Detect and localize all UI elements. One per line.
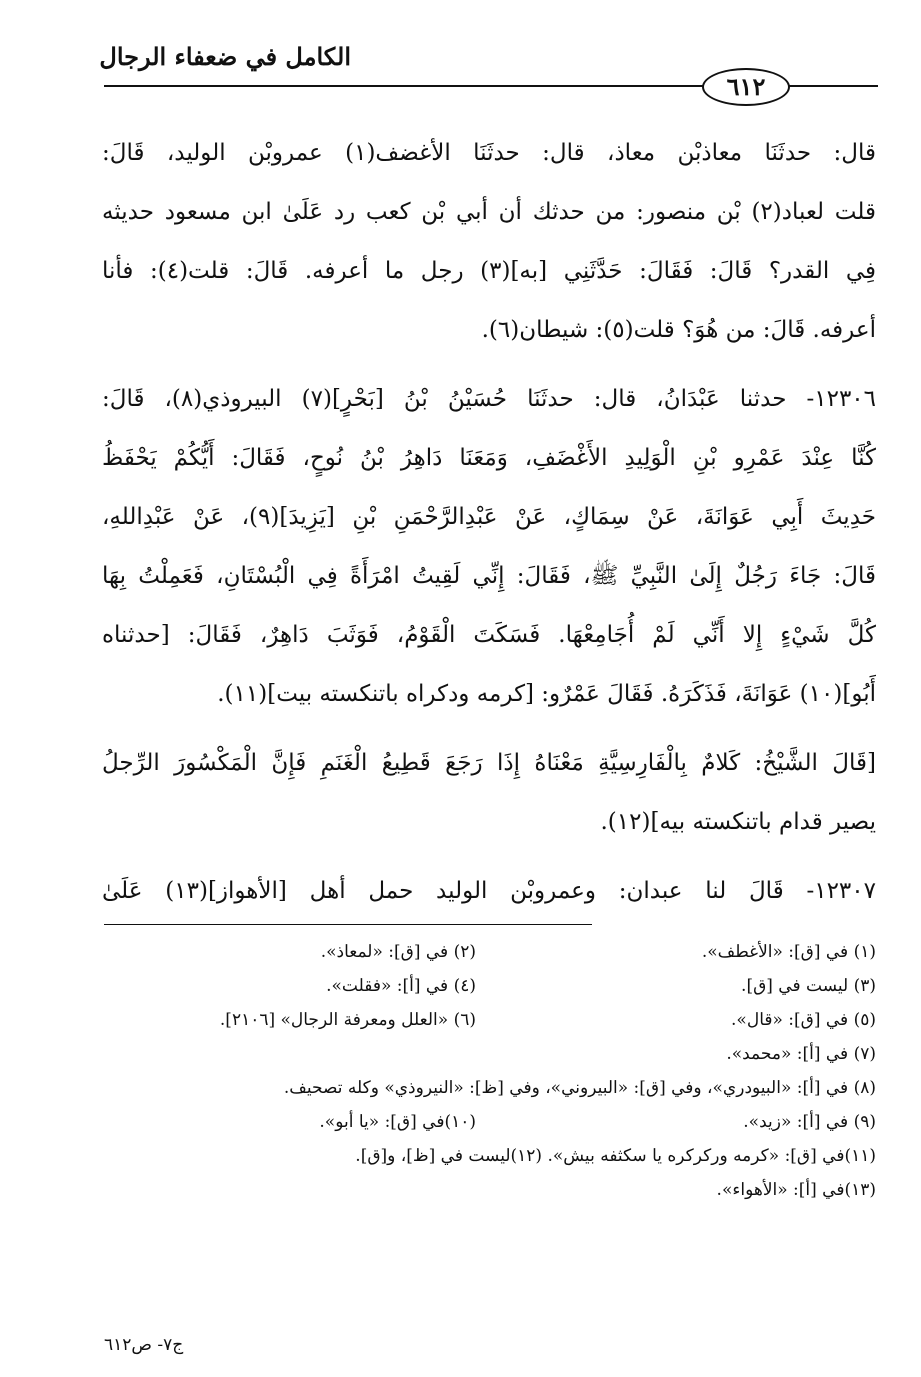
footnote bbox=[104, 1037, 476, 1071]
text-line: كُنَّا عِنْدَ عَمْرِو بْنِ الْوَلِيدِ الأَغْضَفِ، وَمَعَنَا دَاهِرُ بْنُ نُوحٍ، فَقَالَ: أَيُّكُمْ يَحْفَظُ bbox=[102, 445, 876, 471]
footnote-row bbox=[104, 1139, 876, 1173]
footnote-row bbox=[104, 969, 876, 1003]
text-line: قَالَ: جَاءَ رَجُلٌ إِلَىٰ النَّبِيِّ ﷺ، فَقَالَ: إِنِّي لَقِيتُ امْرَأَةً فِي الْبُسْتَانِ، فَعَمِلْتُ بِهَا bbox=[102, 563, 876, 589]
footnote: (١١)في [ق]: «كرمه وركركره يا سكثفه بيش». (١٢)ليست في [ظ]، و[ق]. bbox=[355, 1146, 876, 1166]
running-header-title: الكامل في ضعفاء الرجال bbox=[99, 42, 351, 71]
hadith-12306-heading-line: ١٢٣٠٦- حدثنا عَبْدَانُ، قال: حدثَنَا حُسَيْنُ بْنُ [بَحْرٍ](٧) البيروذي(٨)، قَالَ: bbox=[102, 386, 876, 412]
footnote: (٣) ليست في [ق]. bbox=[741, 976, 876, 996]
footnotes bbox=[104, 935, 876, 1207]
footnote: (١) في [ق]: «الأغطف». bbox=[701, 942, 876, 962]
text-line: كُلَّ شَيْءٍ إِلا أَنِّي لَمْ أُجَامِعْهَا. فَسَكَتَ الْقَوْمُ، فَوَثَبَ دَاهِرٌ، فَقَالَ: [حدثناه bbox=[102, 622, 876, 648]
footnote-row bbox=[104, 1037, 876, 1071]
footnote-row bbox=[104, 935, 876, 969]
text-line: قال: حدثَنَا معاذبْن معاذ، قال: حدثَنَا الأغضف(١) عمروبْن الوليد، قَالَ: bbox=[102, 140, 876, 166]
footnote-row bbox=[104, 1173, 876, 1207]
text-line: أعرفه. قَالَ: من هُوَ؟ قلت(٥): شيطان(٦). bbox=[481, 317, 876, 343]
footnote: (١٣)في [أ]: «الأهواء». bbox=[716, 1180, 876, 1200]
text-line: حَدِيثَ أَبِي عَوَانَةَ، عَنْ سِمَاكٍ، عَنْ عَبْدِالرَّحْمَنِ بْنِ [يَزِيدَ](٩)، عَنْ عَبْدِاللهِ، bbox=[102, 504, 876, 530]
text-line: فِي القدر؟ قَالَ: فَقَالَ: حَدَّثَنِي [به](٣) رجل ما أعرفه. قَالَ: قلت(٤): فأنا bbox=[102, 258, 876, 284]
page-number-badge: ٦١٢ bbox=[702, 68, 790, 106]
footnote: (٢) في [ق]: «لمعاذ». bbox=[320, 942, 476, 962]
main-text bbox=[102, 124, 876, 921]
footnote: (٩) في [أ]: «زيد». bbox=[743, 1112, 876, 1132]
footnote: (٧) في [أ]: «محمد». bbox=[726, 1044, 876, 1064]
footnote-row bbox=[104, 1003, 876, 1037]
hadith-12307-heading-line: ١٢٣٠٧- قَالَ لنا عبدان: وعمروبْن الوليد حمل أهل [الأهواز](١٣) عَلَىٰ bbox=[102, 878, 876, 904]
text-line: يصير قدام باتنكسته بيه](١٢). bbox=[600, 809, 876, 835]
footnote-row bbox=[104, 1105, 876, 1139]
footnote: (١٠)في [ق]: «يا أبو». bbox=[319, 1112, 476, 1132]
footnote-row bbox=[104, 1071, 876, 1105]
footnote: (٤) في [أ]: «فقلت». bbox=[326, 976, 476, 996]
text-line: أَبُو](١٠) عَوَانَةَ، فَذَكَرَهُ. فَقَالَ عَمْرٌو: [كرمه ودكراه باتنكسته بيت](١١). bbox=[217, 681, 876, 707]
footnote: (٥) في [ق]: «قال». bbox=[731, 1010, 876, 1030]
footnote-separator bbox=[104, 924, 592, 925]
footnote: (٨) في [أ]: «البيودري»، وفي [ق]: «البيروني»، وفي [ظ]: «النيروذي» وكله تصحيف. bbox=[283, 1078, 876, 1098]
page-reference: ج٧- ص٦١٢ bbox=[104, 1335, 184, 1355]
text-line: قلت لعباد(٢) بْن منصور: من حدثك أن أبي بْن كعب رد عَلَىٰ ابن مسعود حديثه bbox=[102, 199, 876, 225]
sheikh-comment-line: [قَالَ الشَّيْخُ: كَلامٌ بِالْفَارِسِيَّةِ مَعْنَاهُ إِذَا رَجَعَ قَطِيعُ الْغَنَمِ فَإِنَّ الْمَكْسُورَ الرِّجلُ bbox=[102, 750, 876, 776]
footnote: (٦) «العلل ومعرفة الرجال» [٢١٠٦]. bbox=[219, 1010, 476, 1030]
